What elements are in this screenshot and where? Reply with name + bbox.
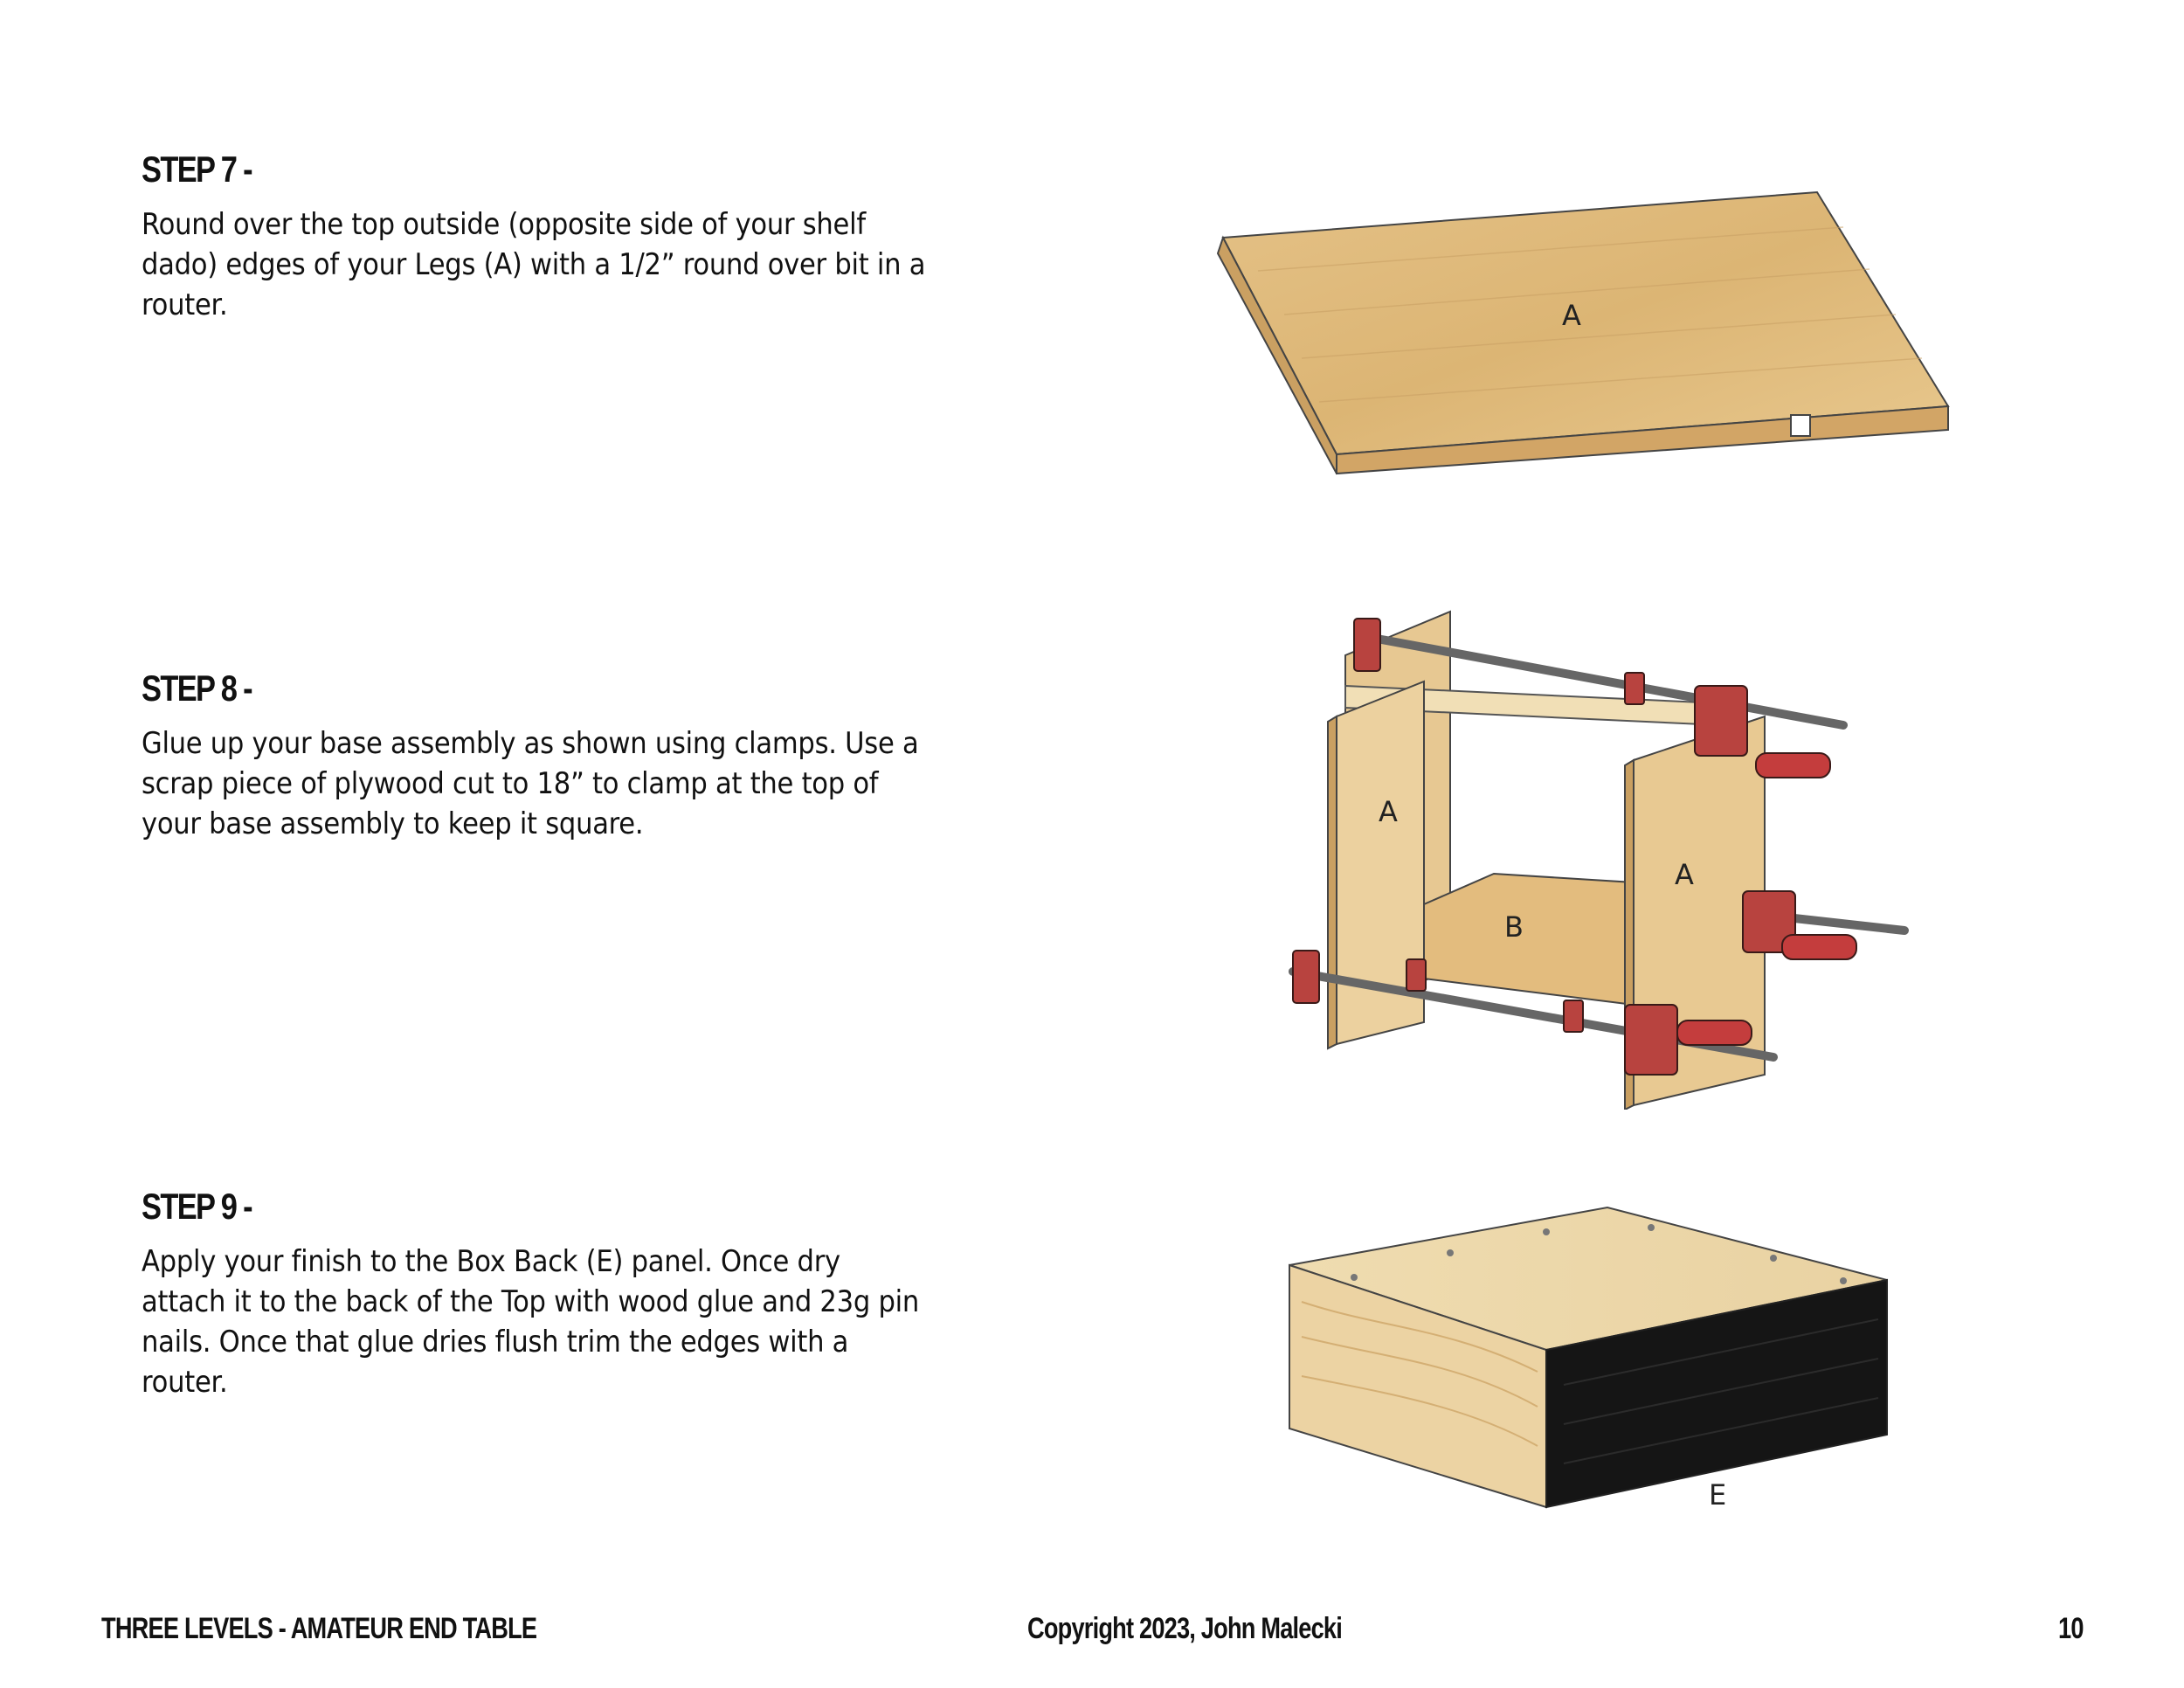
label-a-left: A [1379,795,1398,828]
label-e: E [1709,1478,1727,1512]
label-a-right: A [1675,858,1694,891]
step-8-heading: STEP 8 - [142,668,252,709]
shelf-panel [1424,874,1634,1005]
step-8-text: Glue up your base assembly as shown using clamps. Use a scrap piece of plywood cut to 18” to clamp at the top of your base assembly to keep it square. [142,726,919,841]
step-9 [142,1184,919,1402]
label-b: B [1504,910,1524,944]
base-assembly-illustration [1267,603,1931,1110]
step-9-text: Apply your finish to the Box Back (E) panel. Once dry attach it to the back of the Top with wood glue and 23g pin nails. Once that glue dries flush trim the edges with a router. [142,1244,919,1400]
step-7-heading: STEP 7 - [142,149,252,190]
step-9-heading: STEP 9 - [142,1186,252,1227]
shelf-dado-notch [1791,415,1810,436]
leg-board-illustration [1206,175,1957,489]
step-7 [142,147,926,325]
label-a: A [1562,299,1581,332]
step-7-text: Round over the top outside (opposite side of your shelf dado) edges of your Legs (A) with a 1/2” round over bit in a router. [142,207,926,322]
step-8 [142,666,919,844]
footer-copyright: Copyright 2023, John Malecki [1027,1612,1343,1645]
box-back-illustration [1275,1197,1904,1529]
page-number: 10 [2058,1612,2084,1645]
footer-title: THREE LEVELS - AMATEUR END TABLE [101,1612,537,1645]
